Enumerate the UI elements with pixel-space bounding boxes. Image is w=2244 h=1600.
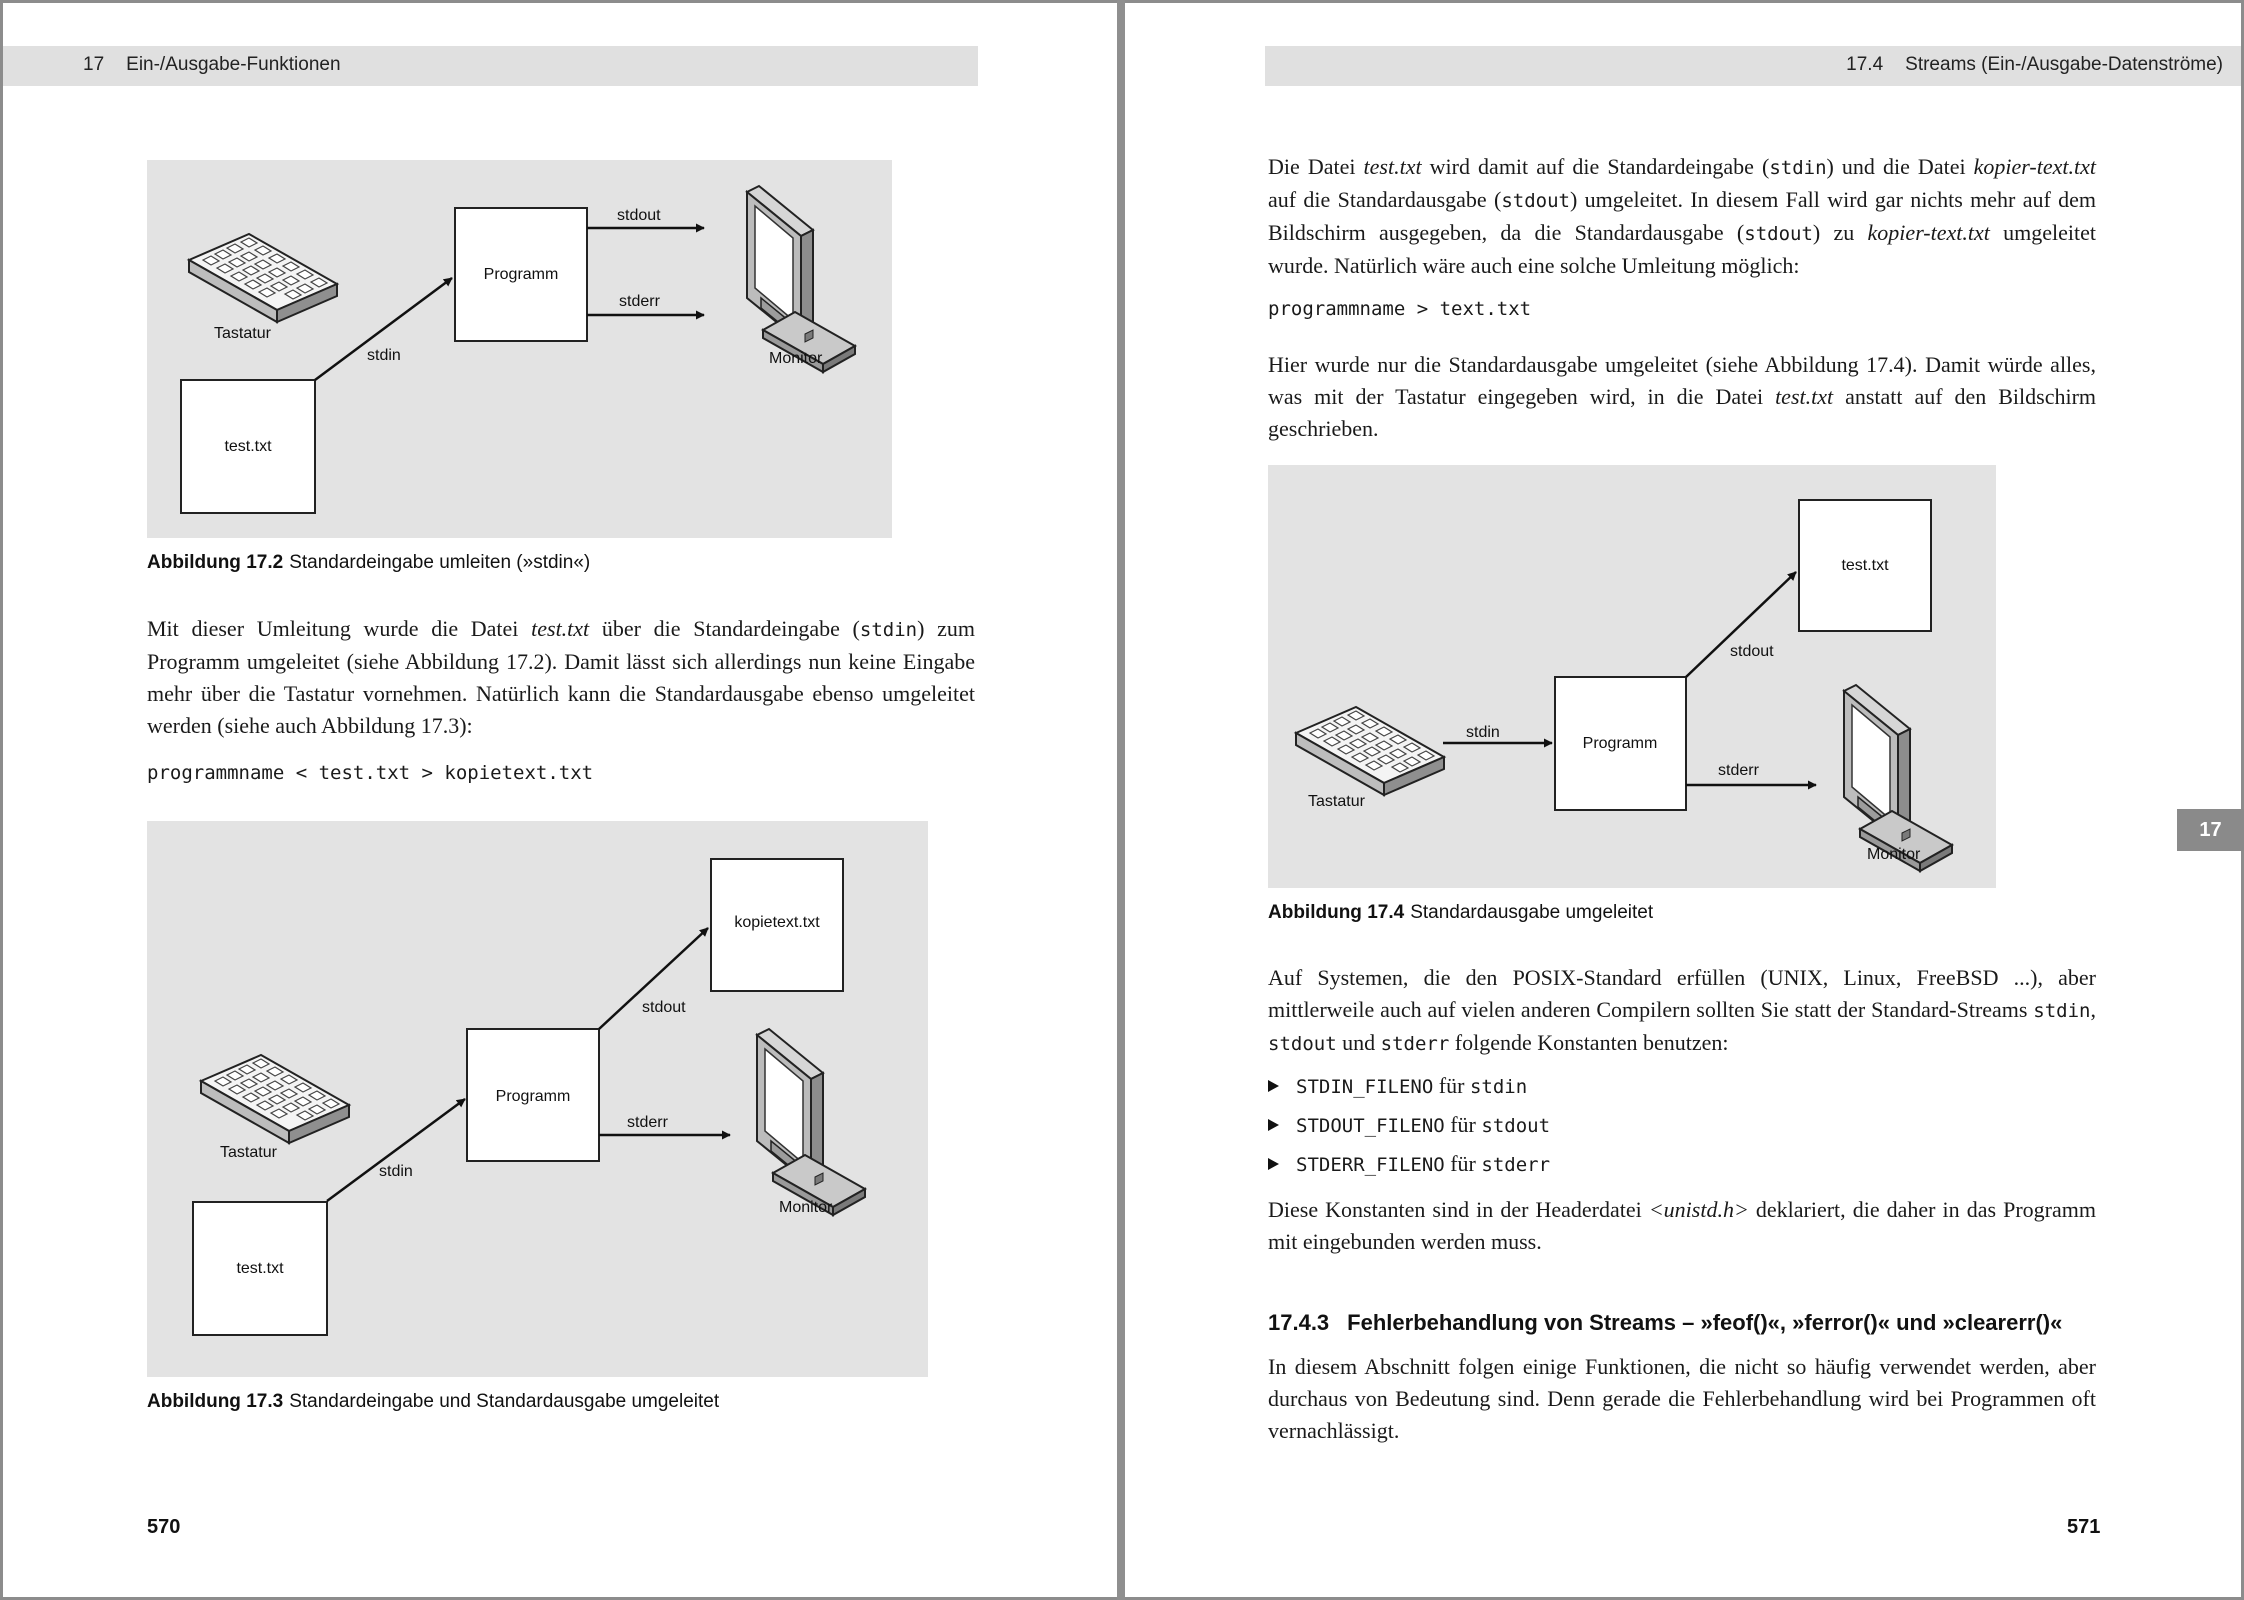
caption-text: Standardeingabe und Standardausgabe umgeleitet xyxy=(289,1391,720,1412)
section-number: 17.4 xyxy=(1846,54,1884,75)
file-label: test.txt xyxy=(236,1260,284,1277)
stdout-label: stdout xyxy=(617,207,661,224)
figure-17-3 xyxy=(147,821,928,1377)
keyboard-icon xyxy=(1296,707,1444,795)
stdout-label: stdout xyxy=(642,999,686,1016)
stdin-label: stdin xyxy=(1466,724,1500,741)
caption-label: Abbildung 17.3 xyxy=(147,1391,284,1412)
section-heading-number: 17.4.3 xyxy=(1268,1310,1330,1335)
bullet-triangle-icon xyxy=(1268,1119,1279,1131)
bullet-triangle-icon xyxy=(1268,1158,1279,1170)
keyboard-label: Tastatur xyxy=(214,325,271,342)
paragraph: In diesem Abschnitt folgen einige Funktionen, die nicht so häufig verwendet werden, aber durchaus von Bedeutung sind. Denn gerade die Fehlerbehandlung wird bei Programmen oft vernachlässigt. xyxy=(1268,1354,2096,1443)
caption-text: Standardeingabe umleiten (»stdin«) xyxy=(289,552,591,573)
paragraph: Die Datei test.txt wird damit auf die Standardeingabe (stdin) und die Datei kopier-text.txt auf die Standardausgabe (stdout) umgeleitet. In diesem Fall wird gar nichts mehr auf dem Bildschirm ausgegeben, da die Standardausgabe (stdout) zu kopier-text.txt umgeleitet wurde. Natürlich wäre auch eine solche Umleitung möglich: xyxy=(1268,154,2097,278)
running-header-text xyxy=(83,54,341,76)
monitor-icon xyxy=(757,1029,865,1215)
figure-17-2 xyxy=(147,160,892,538)
paragraph: Diese Konstanten sind in der Headerdatei <unistd.h> deklariert, die daher in das Programm mit eingebunden werden muss. xyxy=(1268,1197,2096,1254)
left-page xyxy=(0,0,1117,1600)
monitor-label: Monitor xyxy=(779,1199,833,1216)
list-item: STDOUT_FILENO für stdout xyxy=(1268,1106,1550,1145)
section-title: Streams (Ein-/Ausgabe-Datenströme) xyxy=(1905,54,2223,75)
code-example: programmname < test.txt > kopietext.txt xyxy=(147,762,594,784)
page-number: 570 xyxy=(147,1516,181,1538)
stderr-label: stderr xyxy=(619,293,660,310)
chapter-title: Ein-/Ausgabe-Funktionen xyxy=(126,54,341,75)
monitor-icon xyxy=(1844,685,1952,871)
program-label: Programm xyxy=(483,266,559,283)
keyboard-label: Tastatur xyxy=(1308,793,1365,810)
code-example: programmname > text.txt xyxy=(1268,298,1532,320)
stderr-label: stderr xyxy=(1718,762,1759,779)
bullet-triangle-icon xyxy=(1268,1080,1279,1092)
stdin-label: stdin xyxy=(367,347,401,364)
monitor-icon xyxy=(747,186,855,372)
list-item: STDERR_FILENO für stderr xyxy=(1268,1145,1550,1184)
monitor-label: Monitor xyxy=(769,350,823,367)
list-item: STDIN_FILENO für stdin xyxy=(1268,1067,1550,1106)
running-header-text xyxy=(1846,54,2223,76)
stdin-label: stdin xyxy=(379,1163,413,1180)
page-number: 571 xyxy=(2067,1516,2101,1538)
running-header xyxy=(3,46,978,86)
section-heading-title: Fehlerbehandlung von Streams – »feof()«, »ferror()« und »clearerr()« xyxy=(1347,1310,2063,1335)
section-heading xyxy=(1268,1310,2062,1336)
paragraph: Mit dieser Umleitung wurde die Datei test.txt über die Standardeingabe (stdin) zum Programm umgeleitet (siehe Abbildung 17.2). Damit lässt sich allerdings nun keine Eingabe mehr über die Tastatur vornehmen. Natürlich kann die Standardausgabe ebenso umgeleitet werden (siehe auch Abbildung 17.3): xyxy=(147,616,975,738)
keyboard-icon xyxy=(189,234,337,322)
running-header xyxy=(1265,46,2241,86)
keyboard-icon xyxy=(201,1055,349,1143)
stdout-label: stdout xyxy=(1730,643,1774,660)
program-label: Programm xyxy=(1582,735,1658,752)
stdout-arrow xyxy=(1686,572,1796,677)
caption-text: Standardausgabe umgeleitet xyxy=(1410,902,1654,923)
file-label: test.txt xyxy=(1841,557,1889,574)
constants-list xyxy=(1268,1067,1550,1184)
figure-17-3-caption xyxy=(147,1391,719,1413)
program-label: Programm xyxy=(495,1088,571,1105)
stderr-label: stderr xyxy=(627,1114,668,1131)
paragraph: Hier wurde nur die Standardausgabe umgeleitet (siehe Abbildung 17.4). Damit würde alles, was mit der Tastatur eingegeben wird, in die Datei test.txt anstatt auf den Bildschirm geschrieben. xyxy=(1268,352,2097,441)
figure-17-4-caption xyxy=(1268,902,1653,924)
paragraph: Auf Systemen, die den POSIX-Standard erfüllen (UNIX, Linux, FreeBSD ...), aber mittlerweile auch auf vielen anderen Compilern sollten Sie statt der Standard-Streams stdin, stdout und stderr folgende Konstanten benutzen: xyxy=(1268,965,2096,1055)
book-spine xyxy=(1117,0,1125,1600)
output-file-label: kopietext.txt xyxy=(734,914,820,931)
figure-17-4 xyxy=(1268,465,1996,888)
keyboard-label: Tastatur xyxy=(220,1144,277,1161)
caption-label: Abbildung 17.2 xyxy=(147,552,284,573)
file-label: test.txt xyxy=(224,438,272,455)
right-page xyxy=(1125,0,2244,1600)
monitor-label: Monitor xyxy=(1867,846,1921,863)
figure-17-2-caption xyxy=(147,552,590,574)
chapter-number: 17 xyxy=(83,54,105,75)
chapter-thumb-tab: 17 xyxy=(2177,809,2244,851)
caption-label: Abbildung 17.4 xyxy=(1268,902,1405,923)
